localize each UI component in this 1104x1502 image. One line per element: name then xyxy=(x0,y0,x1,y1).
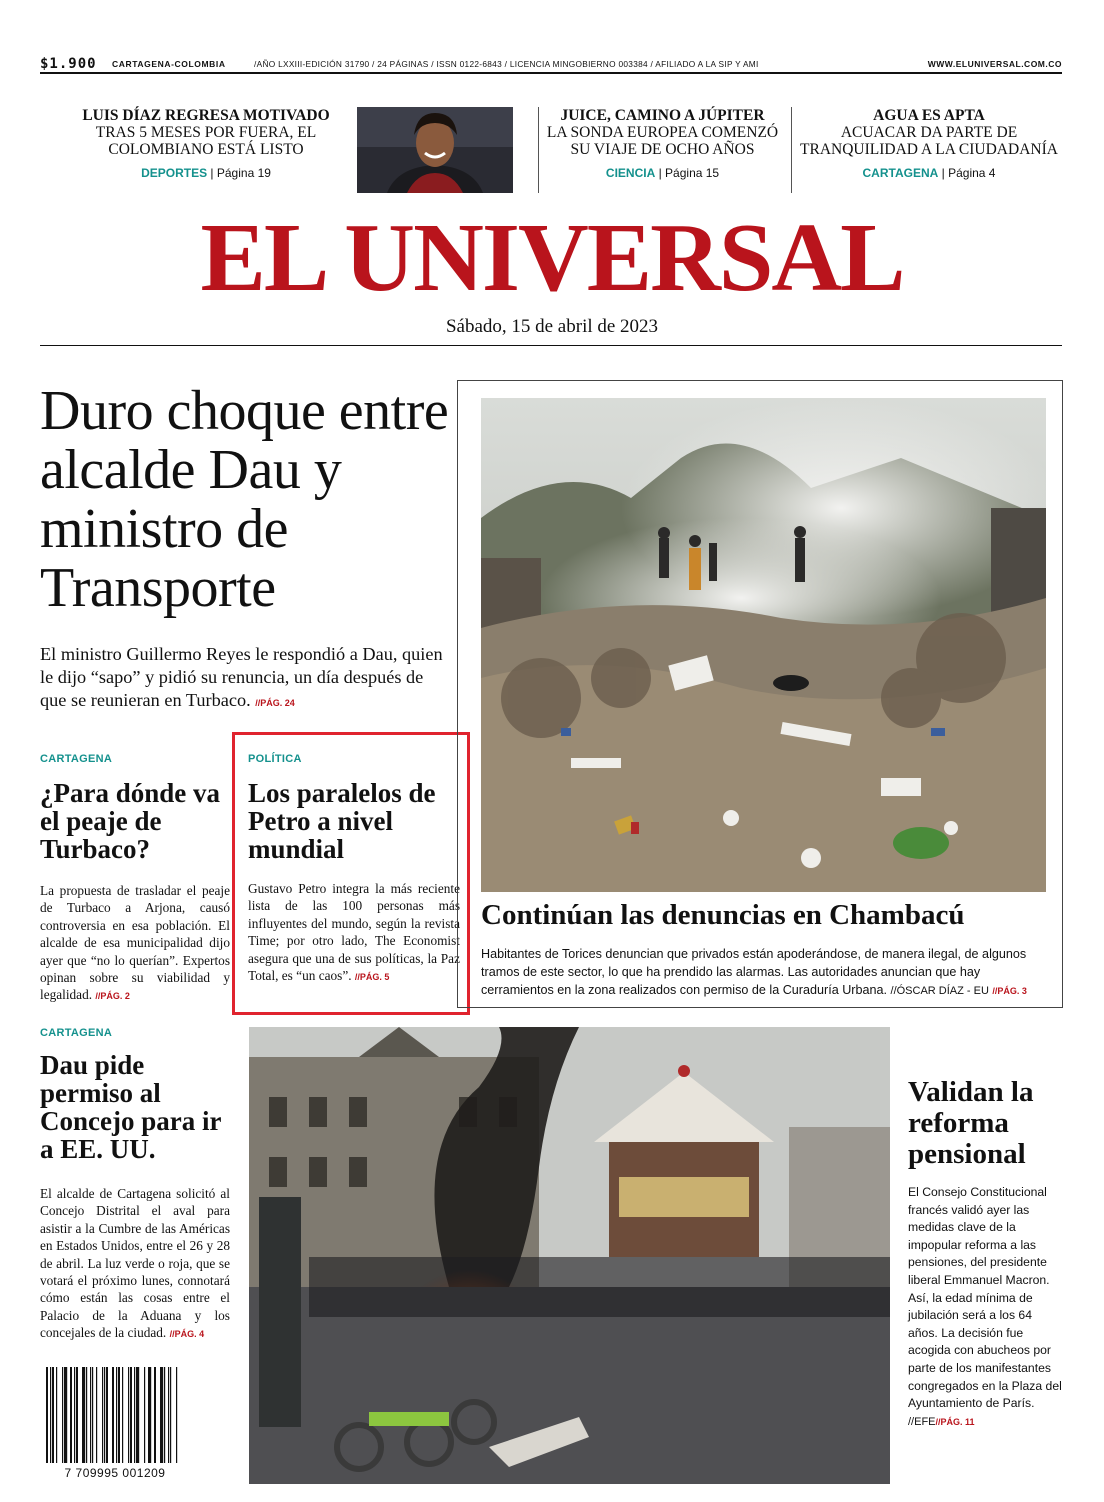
barcode-bar xyxy=(76,1367,78,1463)
barcode-bar xyxy=(90,1367,91,1463)
lead-summary xyxy=(40,643,450,715)
luis-diaz-photo xyxy=(357,107,513,193)
lead-text: El ministro Guillermo Reyes le respondió a Dau, quien le dijo “sapo” y pidió su renuncia, un día después de que se reunieran en Turbaco. xyxy=(40,644,443,710)
barcode-bar xyxy=(116,1367,117,1463)
article-dau xyxy=(40,1027,230,1344)
photo-credit: //EFE xyxy=(908,1415,936,1428)
barcode-bar xyxy=(130,1367,132,1463)
photo-caption xyxy=(481,945,1046,1000)
teaser-title: AGUA ES APTA xyxy=(873,107,985,124)
barcode-bar xyxy=(82,1367,84,1463)
barcode-bar xyxy=(96,1367,97,1463)
article-text: La propuesta de trasladar el peaje de Turbaco a Arjona, causó controversia en esa población. El alcalde de esa municipalidad dijo ayer que “no lo querían”. Expertos opinan sobre su viabilidad y legalidad. xyxy=(40,883,230,1003)
article-peaje xyxy=(40,753,230,1006)
barcode-bar xyxy=(128,1367,129,1463)
barcode-bar xyxy=(138,1367,139,1463)
barcode-bar xyxy=(162,1367,163,1463)
teaser-section: CARTAGENA xyxy=(862,166,939,180)
barcode xyxy=(40,1367,190,1467)
barcode-bar xyxy=(144,1367,145,1463)
photo-credit: //ÓSCAR DÍAZ - EU xyxy=(890,985,989,997)
article-reforma xyxy=(908,1077,1063,1431)
article-body xyxy=(248,880,460,986)
barcode-bar xyxy=(62,1367,63,1463)
article-body xyxy=(908,1184,1063,1431)
article-headline[interactable]: Los paralelos de Petro a nivel mundial xyxy=(248,778,436,864)
barcode-bar xyxy=(52,1367,54,1463)
barcode-bar xyxy=(92,1367,93,1463)
barcode-bar xyxy=(70,1367,72,1463)
teaser-ciencia[interactable]: JUICE, CAMINO A JÚPITER LA SONDA EUROPEA COMENZÓ SU VIAJE DE OCHO AÑOS CIENCIA | Página 15 xyxy=(540,107,785,191)
article-headline[interactable]: ¿Para dónde va el peaje de Turbaco? xyxy=(40,778,221,864)
city-label: CARTAGENA-COLOMBIA xyxy=(112,59,226,69)
article-body xyxy=(40,882,230,1006)
teaser-subtitle: LA SONDA EUROPEA COMENZÓ SU VIAJE DE OCHO AÑOS xyxy=(546,124,779,158)
barcode-bar xyxy=(118,1367,120,1463)
barcode-number: 7 709995 001209 xyxy=(64,1466,166,1480)
lead-headline[interactable]: Duro choque entre alcalde Dau y ministro de Transporte xyxy=(40,380,449,619)
barcode-bar xyxy=(84,1367,85,1463)
barcode-bar xyxy=(168,1367,169,1463)
teaser-page: Página 4 xyxy=(948,166,996,180)
article-body xyxy=(40,1185,230,1344)
paris-protest-photo xyxy=(249,1027,890,1484)
issue-date: Sábado, 15 de abril de 2023 xyxy=(445,316,659,337)
section-kicker: POLÍTICA xyxy=(248,753,302,765)
barcode-bar xyxy=(104,1367,105,1463)
barcode-bar xyxy=(102,1367,103,1463)
teaser-cartagena[interactable]: AGUA ES APTA ACUACAR DA PARTE DE TRANQUILIDAD A LA CIUDADANÍA CARTAGENA | Página 4 xyxy=(798,107,1060,191)
article-text: El Consejo Constitucional francés validó ayer las medidas clave de la impopular reforma a las pensiones, del presidente liberal Emmanuel Macron. Así, la edad mínima de jubilación será a los 64 años. La decisión fue acogida con abucheos por parte de los manifestantes congregados en la Plaza del Ayuntamiento de París. xyxy=(908,1185,1062,1411)
barcode-bar xyxy=(150,1367,151,1463)
page-ref[interactable]: //PÁG. 11 xyxy=(935,1416,975,1427)
top-info-bar xyxy=(40,56,1062,74)
masthead-logo: EL UNIVERSAL xyxy=(200,204,904,312)
divider xyxy=(40,345,1062,346)
article-text: El alcalde de Cartagena solicitó al Concejo Distrital el aval para asistir a la Cumbre de las Américas en Estados Unidos, entre el 26 y 28 de abril. La luz verde o roja, que se votará el próximo lunes, connotará cómo están las cosas entre el Palacio de la Aduana y los concejales de la ciudad. xyxy=(40,1186,230,1341)
page-ref[interactable]: //PÁG. 4 xyxy=(169,1329,205,1340)
page-ref[interactable]: //PÁG. 5 xyxy=(354,972,390,983)
teaser-title: LUIS DÍAZ REGRESA MOTIVADO xyxy=(82,107,330,124)
barcode-bar xyxy=(148,1367,150,1463)
barcode-bar xyxy=(64,1367,66,1463)
barcode-bar xyxy=(136,1367,138,1463)
photo-headline[interactable]: Continúan las denuncias en Chambacú xyxy=(481,899,965,931)
teaser-page: Página 19 xyxy=(216,166,271,180)
teaser-subtitle: TRAS 5 MESES POR FUERA, EL COLOMBIANO ESTÁ LISTO xyxy=(95,124,317,158)
edition-info: /AÑO LXXIII-EDICIÓN 31790 / 24 PÁGINAS / ISSN 0122-6843 / LICENCIA MINGOBIERNO 003384 / AFILIADO A LA SIP Y AMI xyxy=(254,59,759,69)
barcode-bar xyxy=(86,1367,87,1463)
barcode-bar xyxy=(112,1367,114,1463)
barcode-bar xyxy=(154,1367,156,1463)
page-ref[interactable]: //PÁG. 2 xyxy=(95,991,130,1002)
article-headline[interactable]: Validan la reforma pensional xyxy=(908,1076,1034,1170)
barcode-bar xyxy=(106,1367,108,1463)
page-ref[interactable]: //PÁG. 24 xyxy=(255,698,295,708)
barcode-bar xyxy=(66,1367,67,1463)
barcode-bar xyxy=(134,1367,135,1463)
section-kicker: CARTAGENA xyxy=(40,753,113,765)
teaser-page: Página 15 xyxy=(665,166,720,180)
teaser-subtitle: ACUACAR DA PARTE DE TRANQUILIDAD A LA CIUDADANÍA xyxy=(800,124,1058,158)
section-kicker: CARTAGENA xyxy=(40,1027,113,1039)
barcode-bar xyxy=(160,1367,162,1463)
caption-text: Habitantes de Torices denuncian que privados están apoderándose, de manera ilegal, de algunos tramos de este sector, lo que ha prendido las alarmas. Las autoridades anuncian que hay cerramientos en la zona realizados con permiso de la Curaduría Urbana. xyxy=(481,947,1027,997)
article-headline[interactable]: Dau pide permiso al Concejo para ir a EE. UU. xyxy=(40,1050,221,1164)
barcode-bar xyxy=(56,1367,57,1463)
teaser-section: DEPORTES xyxy=(141,166,208,180)
website-link[interactable]: WWW.ELUNIVERSAL.COM.CO xyxy=(927,59,1062,69)
barcode-bar xyxy=(164,1367,165,1463)
barcode-bar xyxy=(74,1367,75,1463)
chambacu-photo xyxy=(481,398,1046,892)
page-ref[interactable]: //PÁG. 3 xyxy=(992,986,1027,996)
barcode-bar xyxy=(176,1367,177,1463)
barcode-bar xyxy=(50,1367,51,1463)
barcode-bar xyxy=(122,1367,123,1463)
article-petro xyxy=(248,753,460,986)
barcode-bar xyxy=(46,1367,48,1463)
article-text: Gustavo Petro integra la más reciente lista de las 100 personas más influyentes del mundo, según la revista Time; por otro lado, The Economist asegura que una de sus políticas, la Paz Total, es “un caos”. xyxy=(248,881,460,984)
barcode-bar xyxy=(170,1367,171,1463)
teaser-title: JUICE, CAMINO A JÚPITER xyxy=(560,107,765,124)
teaser-deportes[interactable]: LUIS DÍAZ REGRESA MOTIVADO TRAS 5 MESES POR FUERA, EL COLOMBIANO ESTÁ LISTO DEPORTES | Página 19 xyxy=(56,107,356,191)
price: $1.900 xyxy=(40,56,97,72)
teaser-section: CIENCIA xyxy=(605,166,656,180)
